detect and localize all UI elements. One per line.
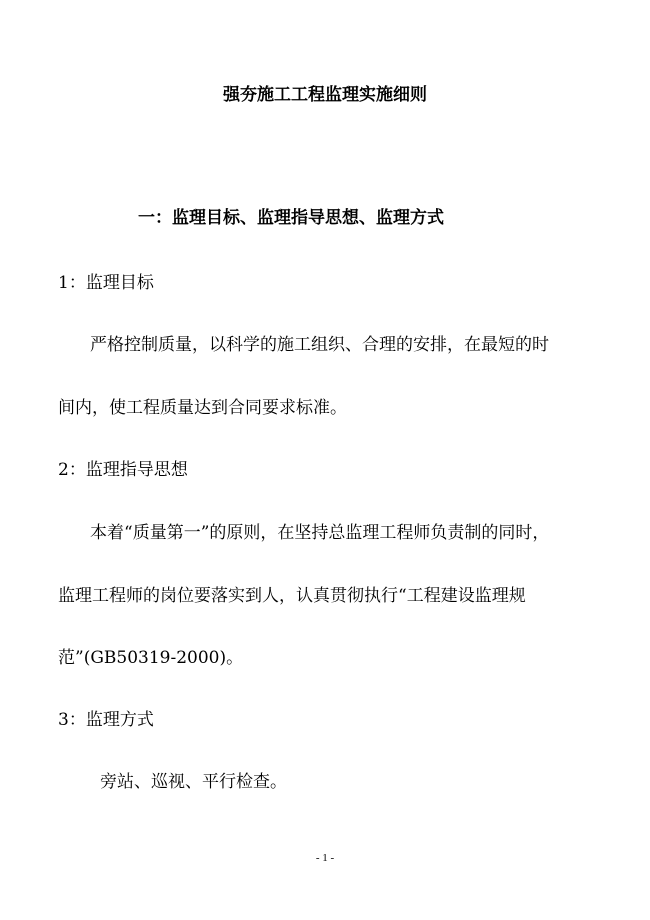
subsection-heading-1: 1：监理目标 bbox=[58, 273, 154, 293]
subsection-heading-2: 2：监理指导思想 bbox=[58, 460, 188, 480]
subsection-heading-3: 3：监理方式 bbox=[58, 710, 154, 730]
paragraph-line: 间内，使工程质量达到合同要求标准。 bbox=[58, 398, 347, 418]
paragraph-line: 旁站、巡视、平行检查。 bbox=[100, 772, 287, 792]
section-heading: 一：监理目标、监理指导思想、监理方式 bbox=[138, 208, 444, 228]
page-number: - 1 - bbox=[315, 852, 335, 864]
paragraph-line: 严格控制质量，以科学的施工组织、合理的安排，在最短的时 bbox=[90, 335, 549, 355]
paragraph-line: 范”(GB50319-2000)。 bbox=[58, 648, 244, 668]
paragraph-line: 监理工程师的岗位要落实到人，认真贯彻执行“工程建设监理规 bbox=[58, 586, 526, 606]
paragraph-line: 本着“质量第一”的原则，在坚持总监理工程师负责制的同时， bbox=[90, 523, 550, 543]
document-title: 强夯施工工程监理实施细则 bbox=[223, 85, 427, 105]
